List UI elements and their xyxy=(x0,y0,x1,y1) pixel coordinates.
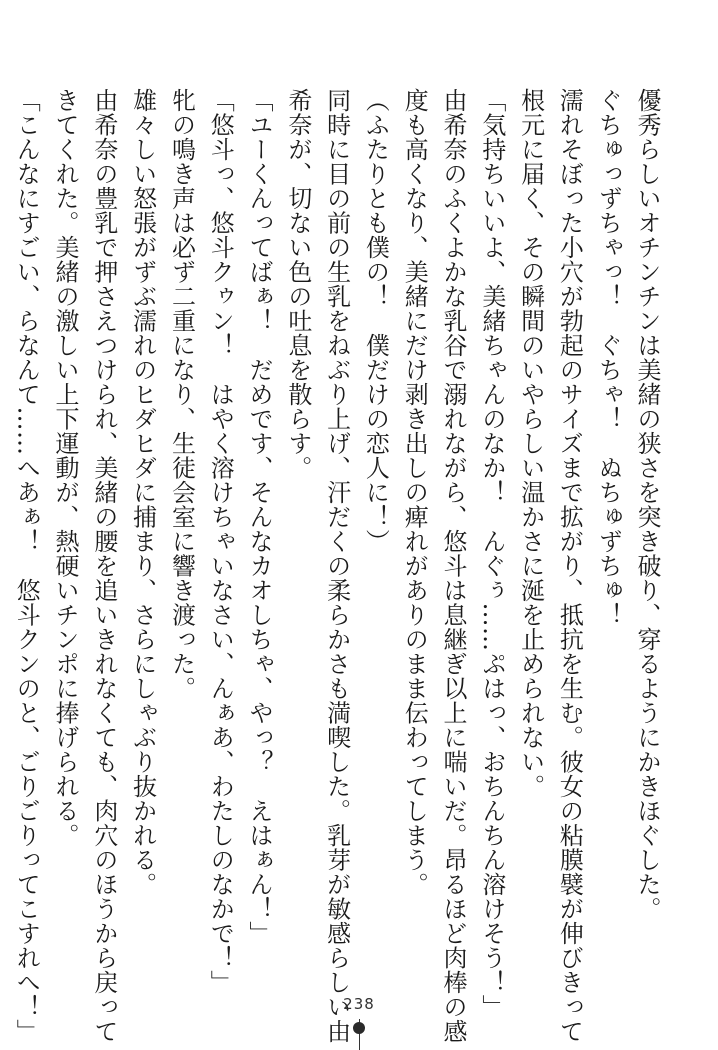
text-line: 「こんなにすごい、らなんて……へあぁ！ 悠斗クンのと、ごりごりってこすれへ！」 xyxy=(12,88,41,1044)
text-line: 牝の鳴き声は必ず二重になり、生徒会室に響き渡った。 xyxy=(167,88,196,701)
text-line: 度も高くなり、美緒にだけ剥き出しの痺れがありのまま伝わってしまう。 xyxy=(400,88,429,897)
text-line: 雄々しい怒張がずぶ濡れのヒダヒダに捕まり、さらにしゃぶり抜かれる。 xyxy=(128,88,157,897)
text-line: 由希奈の豊乳で押さえつけられ、美緒の腰を追いきれなくても、肉穴のほうから戻って xyxy=(89,88,118,1044)
text-line: 根元に届く、その瞬間のいやらしい温かさに涎を止められない。 xyxy=(516,88,545,799)
text-line: きてくれた。美緒の激しい上下運動が、熱硬いチンポに捧げられる。 xyxy=(51,88,80,848)
text-line: 由希奈のふくよかな乳谷で溺れながら、悠斗は息継ぎ以上に喘いだ。昂るほど肉棒の感 xyxy=(439,88,468,1044)
text-line: 「ユーくんってばぁ！ だめです、そんなカオしちゃ、やっ？ えはぁん！」 xyxy=(245,88,274,946)
text-line: 「気持ちいいよ、美緒ちゃんのなか！ んぐぅ……ぷはっ、おちんちん溶けそう！」 xyxy=(477,88,506,1019)
page-marker-dot-icon xyxy=(353,1022,365,1034)
text-line: 濡れそぼった小穴が勃起のサイズまで拡がり、抵抗を生む。彼女の粘膜襞が伸びきって xyxy=(555,88,584,1044)
text-line: 同時に目の前の生乳をねぶり上げ、汗だくの柔らかさも満喫した。乳芽が敏感らしい由 xyxy=(322,88,351,1044)
text-line: 希奈が、切ない色の吐息を散らす。 xyxy=(283,88,312,480)
text-line: 「悠斗っ、悠斗クゥン！ はやく溶けちゃいなさい、んぁあ、わたしのなかで！」 xyxy=(206,88,235,995)
text-line: 優秀らしいオチンチンは美緒の狭さを突き破り、穿るようにかきほぐした。 xyxy=(633,88,661,921)
page-number: 238 xyxy=(343,995,375,1013)
text-line: ぐちゅっずちゃっ！ ぐちゃ！ ぬちゅずちゅ！ xyxy=(594,88,623,627)
text-line: （ふたりとも僕の！ 僕だけの恋人に！） xyxy=(361,88,390,554)
